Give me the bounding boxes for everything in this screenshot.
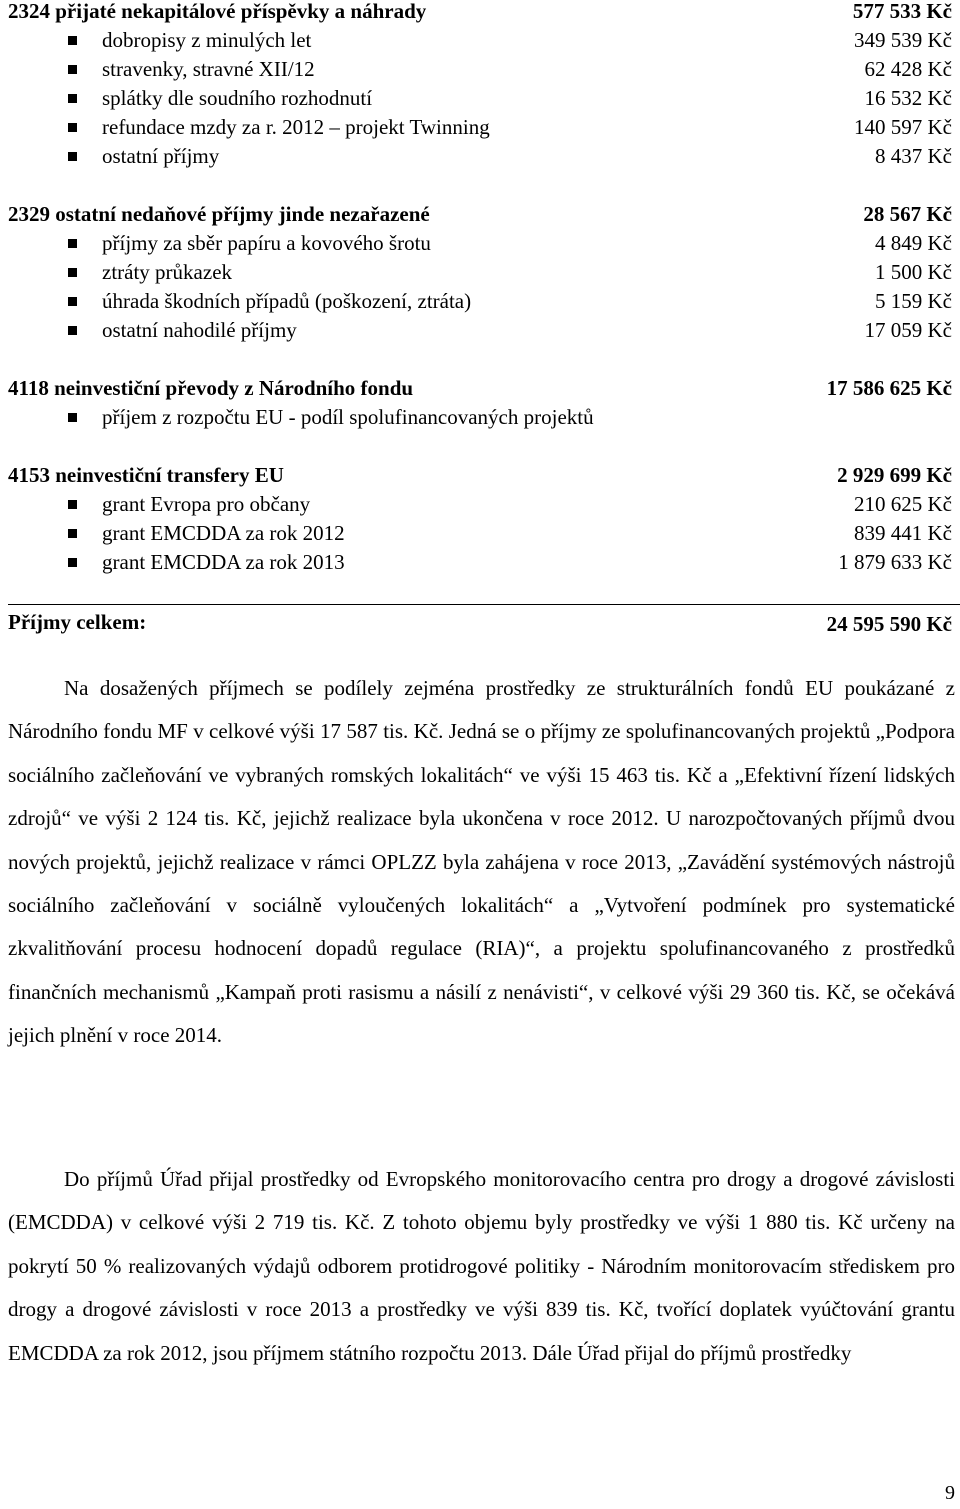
group-header-label: 4118 neinvestiční převody z Národního fondu <box>8 376 414 400</box>
list-item <box>8 258 952 287</box>
group-header-label: 2329 ostatní nedaňové příjmy jinde nezařazené <box>8 202 430 226</box>
item-label: grant Evropa pro občany <box>102 492 311 516</box>
paragraph-eu-funds <box>8 667 955 1058</box>
item-label: splátky dle soudního rozhodnutí <box>102 86 373 110</box>
item-amount: 140 597 Kč <box>854 115 952 139</box>
total-amount-row <box>8 610 952 639</box>
item-amount: 16 532 Kč <box>864 86 952 110</box>
square-bullet-icon <box>68 413 77 422</box>
total-divider <box>8 604 960 605</box>
item-amount: 1 500 Kč <box>875 260 952 284</box>
item-label: příjem z rozpočtu EU - podíl spolufinancovaných projektů <box>102 405 594 429</box>
group-header-2329 <box>8 200 952 229</box>
list-item <box>8 26 952 55</box>
square-bullet-icon <box>68 239 77 248</box>
item-amount: 8 437 Kč <box>875 144 952 168</box>
item-amount: 210 625 Kč <box>854 492 952 516</box>
item-label: grant EMCDDA za rok 2013 <box>102 550 345 574</box>
list-item <box>8 142 952 171</box>
list-item <box>8 490 952 519</box>
item-label: ostatní nahodilé příjmy <box>102 318 297 342</box>
item-amount: 4 849 Kč <box>875 231 952 255</box>
item-label: ostatní příjmy <box>102 144 220 168</box>
item-amount: 5 159 Kč <box>875 289 952 313</box>
item-label: refundace mzdy za r. 2012 – projekt Twinning <box>102 115 490 139</box>
group-header-amount: 28 567 Kč <box>863 202 952 226</box>
total-amount: 24 595 590 Kč <box>826 612 952 636</box>
total-label: Příjmy celkem: <box>8 610 147 634</box>
page-number: 9 <box>945 1482 955 1504</box>
paragraph-text: Na dosažených příjmech se podílely zejména prostředky ze strukturálních fondů EU poukázané z Národního fondu MF v celkové výši 17 587 tis. Kč. Jedná se o příjmy ze spolufinancovaných projektů „Podpora sociálního začleňování ve vybraných romských lokalitách“ ve výši 15 463 tis. Kč a „Efektivní řízení lidských zdrojů“ ve výši 2 124 tis. Kč, jejichž realizace byla ukončena v roce 2012. U narozpočtovaných příjmů dvou nových projektů, jejichž realizace v rámci OPLZZ byla zahájena v roce 2013, „Zavádění systémových nástrojů sociálního začleňování v sociálně vyloučených lokalitách“ a „Vytvoření podmínek pro systematické zkvalitňování procesu hodnocení dopadů regulace (RIA)“, a projektu spolufinancovaného z prostředků finančních mechanismů „Kampaň proti rasismu a násilí z nenávisti“, v celkové výši 29 360 tis. Kč, se očekává jejich plnění v roce 2014. <box>8 676 955 1048</box>
group-header-4118 <box>8 374 952 403</box>
list-item <box>8 55 952 84</box>
square-bullet-icon <box>68 94 77 103</box>
item-label: stravenky, stravné XII/12 <box>102 57 315 81</box>
group-header-2324 <box>8 0 952 26</box>
item-amount: 349 539 Kč <box>854 28 952 52</box>
square-bullet-icon <box>68 326 77 335</box>
square-bullet-icon <box>68 123 77 132</box>
group-header-amount: 577 533 Kč <box>852 0 952 23</box>
item-amount: 839 441 Kč <box>854 521 952 545</box>
paragraph-emcdda <box>8 1158 955 1375</box>
item-label: příjmy za sběr papíru a kovového šrotu <box>102 231 431 255</box>
group-header-4153 <box>8 461 952 490</box>
item-label: úhrada škodních případů (poškození, ztráta) <box>102 289 472 313</box>
square-bullet-icon <box>68 152 77 161</box>
group-header-amount: 2 929 699 Kč <box>837 463 952 487</box>
list-item <box>8 548 952 577</box>
square-bullet-icon <box>68 500 77 509</box>
square-bullet-icon <box>68 65 77 74</box>
group-header-label: 4153 neinvestiční transfery EU <box>8 463 284 487</box>
square-bullet-icon <box>68 268 77 277</box>
item-label: dobropisy z minulých let <box>102 28 312 52</box>
list-item <box>8 229 952 258</box>
list-item <box>8 84 952 113</box>
group-header-amount: 17 586 625 Kč <box>826 376 952 400</box>
list-item <box>8 519 952 548</box>
item-amount: 1 879 633 Kč <box>838 550 952 574</box>
paragraph-text: Do příjmů Úřad přijal prostředky od Evropského monitorovacího centra pro drogy a drogové závislosti (EMCDDA) v celkové výši 2 719 tis. Kč. Z tohoto objemu byly prostředky ve výši 1 880 tis. Kč určeny na pokrytí 50 % realizovaných výdajů odborem protidrogové politiky - Národním monitorovacím střediskem pro drogy a drogové závislosti v roce 2013 a prostředky ve výši 839 tis. Kč, tvořící doplatek vyúčtování grantu EMCDDA za rok 2012, jsou příjmem státního rozpočtu 2013. Dále Úřad přijal do příjmů prostředky <box>8 1167 955 1365</box>
square-bullet-icon <box>68 529 77 538</box>
list-item <box>8 287 952 316</box>
item-label: ztráty průkazek <box>102 260 233 284</box>
list-item <box>8 113 952 142</box>
item-amount: 62 428 Kč <box>864 57 952 81</box>
square-bullet-icon <box>68 297 77 306</box>
group-header-label: 2324 přijaté nekapitálové příspěvky a náhrady <box>8 0 427 23</box>
square-bullet-icon <box>68 36 77 45</box>
list-item <box>8 403 952 432</box>
item-amount: 17 059 Kč <box>864 318 952 342</box>
square-bullet-icon <box>68 558 77 567</box>
list-item <box>8 316 952 345</box>
item-label: grant EMCDDA za rok 2012 <box>102 521 345 545</box>
